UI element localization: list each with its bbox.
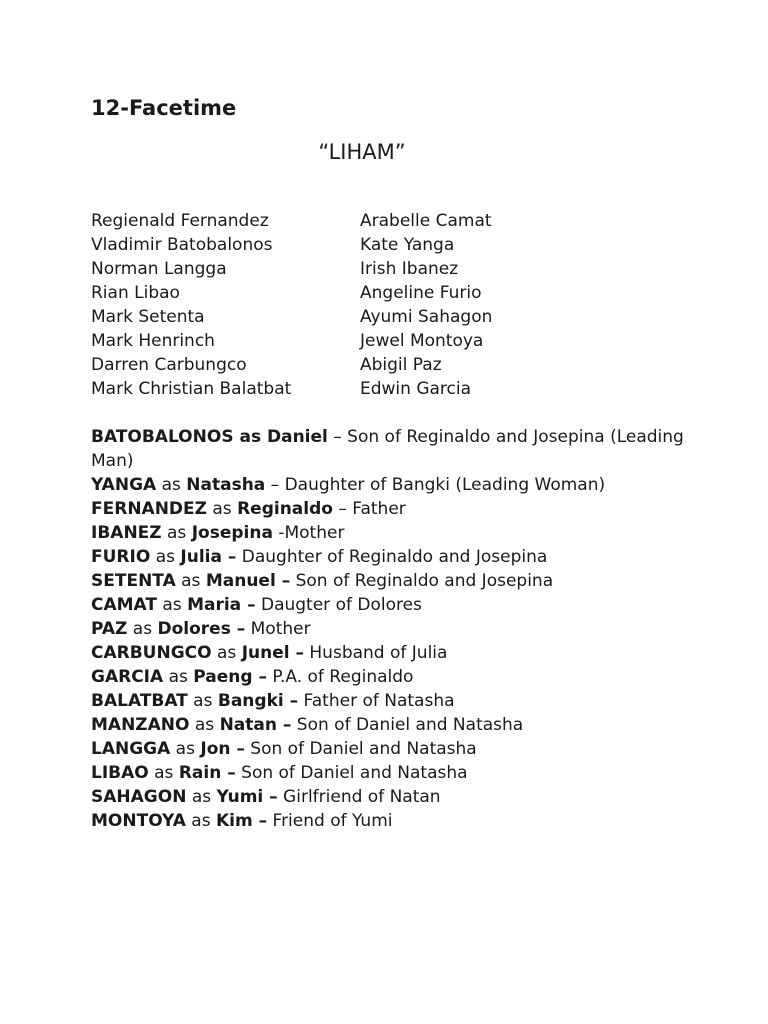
role-description: – Son of Reginaldo and Josepina (Leading Man) — [91, 427, 684, 471]
as-text: as — [148, 763, 179, 783]
cast-entry — [91, 713, 691, 737]
member-list — [91, 209, 691, 401]
section-title: 12-Facetime — [91, 96, 237, 120]
actor-name: MANZANO — [91, 715, 190, 735]
actor-name: BALATBAT — [91, 691, 188, 711]
cast-entry — [91, 641, 691, 665]
role-description: Friend of Yumi — [267, 811, 393, 831]
member-row — [91, 233, 691, 257]
as-text: as — [156, 595, 188, 615]
actor-name: CARBUNGCO — [91, 643, 212, 663]
member-name-left: Vladimir Batobalonos — [91, 235, 273, 255]
member-name-left: Regienald Fernandez — [91, 211, 269, 231]
as-text: as — [206, 499, 238, 519]
member-name-right: Arabelle Camat — [360, 211, 492, 231]
as-text: as — [185, 811, 216, 831]
role-name: Josepina — [191, 523, 273, 543]
role-description: – Daughter of Bangki (Leading Woman) — [265, 475, 606, 495]
cast-entry — [91, 809, 691, 833]
as-text: as — [189, 715, 220, 735]
role-name: Bangki – — [217, 691, 299, 711]
as-text: as — [127, 619, 158, 639]
role-description: Daughter of Reginaldo and Josepina — [236, 547, 548, 567]
member-name-left: Mark Henrinch — [91, 331, 215, 351]
cast-entry — [91, 545, 691, 569]
role-description: Son of Reginaldo and Josepina — [290, 571, 554, 591]
cast-list — [91, 425, 691, 833]
member-row — [91, 377, 691, 401]
as-text: as — [156, 475, 187, 495]
member-row — [91, 329, 691, 353]
cast-entry — [91, 737, 691, 761]
member-name-left: Norman Langga — [91, 259, 227, 279]
as-text: as — [175, 571, 206, 591]
member-name-right: Jewel Montoya — [360, 331, 484, 351]
cast-entry — [91, 593, 691, 617]
role-name: Jon – — [200, 739, 245, 759]
role-description: Husband of Julia — [304, 643, 448, 663]
as-text: as — [170, 739, 201, 759]
member-name-right: Angeline Furio — [360, 283, 482, 303]
member-row — [91, 209, 691, 233]
actor-name: FERNANDEZ — [91, 499, 207, 519]
actor-name: LANGGA — [91, 739, 171, 759]
actor-name: MONTOYA — [91, 811, 186, 831]
role-name: Natasha — [186, 475, 266, 495]
member-name-right: Kate Yanga — [360, 235, 455, 255]
cast-entry — [91, 785, 691, 809]
member-name-left: Mark Christian Balatbat — [91, 379, 292, 399]
as-text: as — [161, 523, 192, 543]
member-name-right: Edwin Garcia — [360, 379, 472, 399]
cast-entry — [91, 761, 691, 785]
role-description: Father of Natasha — [298, 691, 455, 711]
role-description: -Mother — [272, 523, 345, 543]
role-description: Mother — [245, 619, 311, 639]
role-description: Daugter of Dolores — [255, 595, 422, 615]
role-description: P.A. of Reginaldo — [266, 667, 414, 687]
as-text: as — [186, 787, 217, 807]
role-name: Maria – — [187, 595, 256, 615]
member-name-right: Irish Ibanez — [360, 259, 459, 279]
role-name: Yumi – — [216, 787, 278, 807]
role-description: – Father — [332, 499, 406, 519]
role-name: Natan – — [219, 715, 292, 735]
cast-entry — [91, 473, 691, 497]
member-name-right: Abigil Paz — [360, 355, 442, 375]
cast-entry — [91, 617, 691, 641]
role-name: Dolores – — [157, 619, 246, 639]
member-row — [91, 257, 691, 281]
member-name-left: Mark Setenta — [91, 307, 205, 327]
as-text: as — [163, 667, 194, 687]
document-title: “LIHAM” — [318, 140, 406, 164]
role-name: Rain – — [178, 763, 236, 783]
actor-name: LIBAO — [91, 763, 149, 783]
actor-name: YANGA — [91, 475, 157, 495]
cast-entry — [91, 425, 691, 473]
member-row — [91, 353, 691, 377]
member-row — [91, 281, 691, 305]
member-row — [91, 305, 691, 329]
role-name: Reginaldo — [237, 499, 333, 519]
cast-entry — [91, 689, 691, 713]
member-name-left: Rian Libao — [91, 283, 180, 303]
as-text: as — [150, 547, 181, 567]
actor-name: FURIO — [91, 547, 151, 567]
role-name: Manuel – — [205, 571, 291, 591]
actor-name: SETENTA — [91, 571, 176, 591]
actor-name: CAMAT — [91, 595, 157, 615]
role-name: Paeng – — [193, 667, 267, 687]
actor-name: BATOBALONOS as Daniel — [91, 427, 328, 447]
role-name: Julia – — [180, 547, 237, 567]
cast-entry — [91, 521, 691, 545]
cast-entry — [91, 569, 691, 593]
role-description: Girlfriend of Natan — [277, 787, 441, 807]
role-description: Son of Daniel and Natasha — [244, 739, 477, 759]
role-description: Son of Daniel and Natasha — [235, 763, 468, 783]
cast-entry — [91, 497, 691, 521]
cast-entry — [91, 665, 691, 689]
actor-name: SAHAGON — [91, 787, 187, 807]
member-name-right: Ayumi Sahagon — [360, 307, 493, 327]
role-name: Kim – — [215, 811, 268, 831]
role-description: Son of Daniel and Natasha — [291, 715, 524, 735]
role-name: Junel – — [241, 643, 304, 663]
actor-name: IBANEZ — [91, 523, 162, 543]
actor-name: GARCIA — [91, 667, 164, 687]
as-text: as — [211, 643, 242, 663]
member-name-left: Darren Carbungco — [91, 355, 247, 375]
actor-name: PAZ — [91, 619, 128, 639]
as-text: as — [187, 691, 218, 711]
